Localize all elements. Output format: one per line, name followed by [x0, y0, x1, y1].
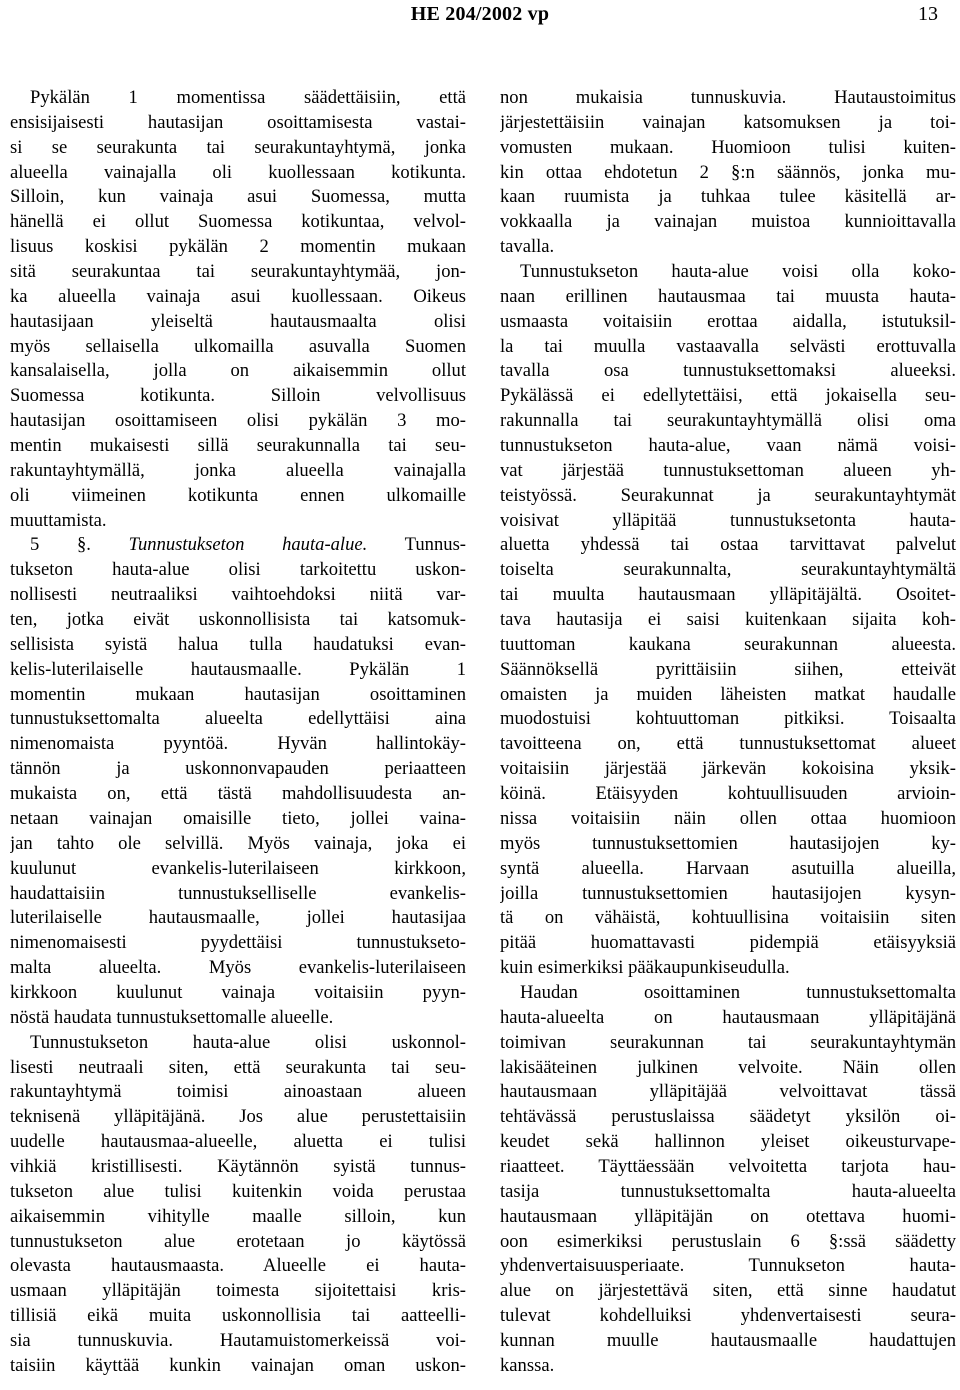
text-line: tunnustuksettomalta alueelta edellyttäisi aina [10, 708, 466, 730]
text-line: nissa voitaisiin näin ollen ottaa huomioon [500, 807, 956, 829]
text-line: tavoitteena on, että tunnustuksettomat alueet [500, 733, 956, 755]
text-line: toiselta seurakunnalta, seurakuntayhtymältä [500, 559, 956, 581]
text-line: tä on vähäistä, kohtuullisina voitaisiin siten [500, 907, 956, 929]
text-line: vomusten mukaan. Huomioon tulisi kuiten- [500, 136, 956, 158]
text-line: rakuntayhtymällä, jonka alueella vainajalla [10, 459, 466, 481]
text-run: 5 §. [30, 534, 129, 556]
text-line: vat järjestää tunnustuksettoman alueen yh- [500, 459, 956, 481]
text-line: sia tunnuskuvia. Hautamuistomerkeissä voi- [10, 1329, 466, 1351]
text-line: haudattaisiin tunnustukselliselle evankelis- [10, 882, 466, 904]
text-line: kin ottaa ehdotetun 2 §:n säännös, jonka mu- [500, 161, 956, 183]
text-line: kuulunut evankelis-luterilaiseen kirkkoon, [10, 857, 466, 879]
text-line: hautausmaan ylläpitäjän on otettava huomi- [500, 1205, 956, 1227]
text-line: nollisesti neutraaliksi vaihtoehdoksi niitä var- [10, 584, 466, 606]
text-line: taisiin käyttää kunkin vainajan oman uskon- [10, 1354, 466, 1376]
text-line: kuin esimerkiksi pääkaupunkiseudulla. [500, 957, 790, 979]
text-line: lisuus koskisi pykälän 2 momentin mukaan [10, 236, 466, 258]
left-text-column [10, 86, 466, 1379]
text-line: yhdenvertaisuusperiaate. Tunnukseton hauta- [500, 1255, 956, 1277]
text-line: tavalla. [500, 236, 555, 258]
text-line [10, 533, 466, 558]
text-line: olevasta hautausmaasta. Alueelle ei hauta- [10, 1255, 466, 1277]
text-line: naan erillinen hautausmaa tai muusta hauta- [500, 285, 956, 307]
text-line: köinä. Etäisyyden kohtuullisuuden arvioin- [500, 783, 956, 805]
text-line: tehtävässä perustuslaissa säädetyt yksilön oi- [500, 1106, 956, 1128]
text-line: hänellä ei ollut Suomessa kotikuntaa, velvol- [10, 211, 466, 233]
text-line: kanssa. [500, 1354, 555, 1376]
text-line: tuuttoman kaukana seurakunnan alueesta. [500, 633, 956, 655]
text-line: myös tunnustuksettomien hautasijojen ky- [500, 832, 956, 854]
text-line: kaan ruumista ja tuhkaa tulee käsitellä ar- [500, 186, 956, 208]
text-line: keudet sekä hallinnon yleiset oikeusturvape- [500, 1131, 956, 1153]
text-line: kunnan muulle hautausmaalle haudattujen [500, 1329, 956, 1351]
text-line: usmaasta voitaisiin erottaa aidalla, istutuksil- [500, 310, 956, 332]
text-line: la tai muulla vastaavalla selvästi erottuvalla [500, 335, 956, 357]
text-line: teknisenä ylläpitäjänä. Jos alue perustettaisiin [10, 1106, 466, 1128]
section-heading: Tunnustukseton hauta-alue. [128, 534, 368, 556]
text-line: Tunnustukseton hauta-alue voisi olla koko- [520, 261, 956, 283]
text-line: tasija tunnustuksettomalta hauta-alueelta [500, 1180, 956, 1202]
text-line: järjestettäisiin vainajan katsomuksen ja toi- [500, 111, 956, 133]
text-line: syntä alueella. Harvaan asutuilla alueilla, [500, 857, 956, 879]
text-line: tavalla osa tunnustuksettomaksi alueeksi. [500, 360, 956, 382]
text-line: hautasijan osoittamiseen olisi pykälän 3 mo- [10, 410, 466, 432]
text-line: Tunnustukseton hauta-alue olisi uskonnol- [30, 1031, 466, 1053]
text-line: oli viimeinen kotikunta ennen ulkomaille [10, 484, 466, 506]
text-line: kelis-luterilaiselle hautausmaalle. Pykälän 1 [10, 658, 466, 680]
text-line: tukseton hauta-alue olisi tarkoitettu uskon- [10, 559, 466, 581]
text-line: vokkaalla ja vainajan muistoa kunnioittavalla [500, 211, 956, 233]
text-line: muodostuisi kohtuuttoman pitkiksi. Toisaalta [500, 708, 956, 730]
text-line: lakisääteinen julkinen velvoite. Näin ollen [500, 1056, 956, 1078]
text-line: tunnustukseton alue erotetaan jo käytössä [10, 1230, 466, 1252]
text-line: alueella vainajalla oli kuollessaan kotikunta. [10, 161, 466, 183]
text-line: usmaan ylläpitäjän toimesta sijoitettaisi kris- [10, 1280, 466, 1302]
text-line: nimenomaista pyyntöä. Hyvän hallintokäy- [10, 733, 466, 755]
text-line: ensisijaisesti hautasijan osoittamisesta vastai- [10, 111, 466, 133]
text-line: voisivat ylläpitää tunnustuksetonta hauta- [500, 509, 956, 531]
text-line: netaan vainajan omaisille tieto, jollei vaina- [10, 807, 466, 829]
text-line: pitää huomattavasti pidempiä etäisyyksiä [500, 932, 956, 954]
text-line: muuttamista. [10, 509, 107, 531]
text-line: vihkiä kristillisesti. Käytännön syistä tunnus- [10, 1155, 466, 1177]
text-line: nöstä haudata tunnustuksettomalle alueelle. [10, 1006, 334, 1028]
text-line: hauta-alueelta on hautausmaan ylläpitäjänä [500, 1006, 956, 1028]
text-line: Pykälässä ei edellytettäisi, että jokaisella seu- [500, 385, 956, 407]
text-line: riaatteet. Täyttäessään velvoitetta tarjota hau- [500, 1155, 956, 1177]
text-line: tunnustukseton hauta-alue, vaan nämä voisi- [500, 435, 956, 457]
text-line: voitaisiin järjestää järkevän kokoisina yksik- [500, 758, 956, 780]
text-line: tännön ja uskonnonvapauden periaatteen [10, 758, 466, 780]
text-line: toimivan seurakunnan tai seurakuntayhtymän [500, 1031, 956, 1053]
text-run: Tunnus- [367, 534, 466, 556]
text-line: tulevat kohdelluiksi yhdenvertaisesti seura- [500, 1305, 956, 1327]
text-line: sitä seurakuntaa tai seurakuntayhtymää, jon- [10, 261, 466, 283]
text-line: si se seurakunta tai seurakuntayhtymä, jonka [10, 136, 466, 158]
text-line: aikaisemmin vihitylle maalle silloin, kun [10, 1205, 466, 1227]
text-line: rakuntayhtymä toimisi ainoastaan alueen [10, 1081, 466, 1103]
text-line: tava hautasija ei saisi kuitenkaan sijaita koh- [500, 609, 956, 631]
page-header [0, 0, 960, 36]
text-line: tillisiä eikä muita uskonnollisia tai aatteelli- [10, 1305, 466, 1327]
text-line: jan tahto ole selvillä. Myös vainaja, joka ei [10, 832, 466, 854]
text-line: tai muulta hautausmaan ylläpitäjältä. Osoitet- [500, 584, 956, 606]
text-line: uudelle hautausmaa-alueelle, aluetta ei tulisi [10, 1131, 466, 1153]
page-number: 13 [918, 3, 938, 25]
text-line: hautausmaan ylläpitäjää velvoittavat tässä [500, 1081, 956, 1103]
text-line: tukseton alue tulisi kuitenkin voida perustaa [10, 1180, 466, 1202]
text-line: rakunnalla tai seurakuntayhtymällä olisi oma [500, 410, 956, 432]
text-line: ka alueella vainaja asui kuollessaan. Oikeus [10, 285, 466, 307]
text-line: mukaista on, että tästä mahdollisuudesta an- [10, 783, 466, 805]
text-line: oon esimerkiksi perustuslain 6 §:ssä säädetty [500, 1230, 956, 1252]
text-line: momentin mukaan hautasijan osoittaminen [10, 683, 466, 705]
text-line: teistyössä. Seurakunnat ja seurakuntayhtymät [500, 484, 956, 506]
text-line: mentin mukaisesti sillä seurakunnalla tai seu- [10, 435, 466, 457]
document-title: HE 204/2002 vp [410, 3, 550, 25]
text-line: sellisista syistä halua tulla haudatuksi evan- [10, 633, 466, 655]
text-line: non mukaisia tunnuskuvia. Hautaustoimitus [500, 87, 956, 108]
text-line: nimenomaisesti pyydettäisi tunnustukseto- [10, 932, 466, 954]
text-line: omaisten ja muiden läheisten matkat haudalle [500, 683, 956, 705]
text-line: aluetta yhdessä tai ostaa tarvittavat palvelut [500, 534, 956, 556]
text-line: joilla tunnustuksettomien hautasijojen kysyn- [500, 882, 956, 904]
text-line: malta alueelta. Myös evankelis-luterilaiseen [10, 957, 466, 979]
text-line: Pykälän 1 momentissa säädettäisiin, että [30, 87, 466, 108]
text-line: Suomessa kotikunta. Silloin velvollisuus [10, 385, 466, 407]
text-line: luterilaiselle hautausmaalle, jollei hautasijaa [10, 907, 466, 929]
text-line: ten, jotka eivät uskonnollisista tai katsomuk- [10, 609, 466, 631]
text-line: Säännöksellä pyrittäisiin siihen, etteivät [500, 658, 956, 680]
text-line: kirkkoon kuulunut vainaja voitaisiin pyyn- [10, 981, 466, 1003]
right-text-column [500, 86, 956, 1379]
text-line: hautasijaan yleiseltä hautausmaalta olisi [10, 310, 466, 332]
text-line: alue on järjestettävä siten, että sinne haudatut [500, 1280, 956, 1302]
text-line: lisesti neutraali siten, että seurakunta tai seu- [10, 1056, 466, 1078]
text-line: kansalaisella, jolla on aikaisemmin ollut [10, 360, 466, 382]
text-line: Haudan osoittaminen tunnustuksettomalta [520, 981, 956, 1003]
text-line: myös sellaisella ulkomailla asuvalla Suomen [10, 335, 466, 357]
text-line: Silloin, kun vainaja asui Suomessa, mutta [10, 186, 466, 208]
